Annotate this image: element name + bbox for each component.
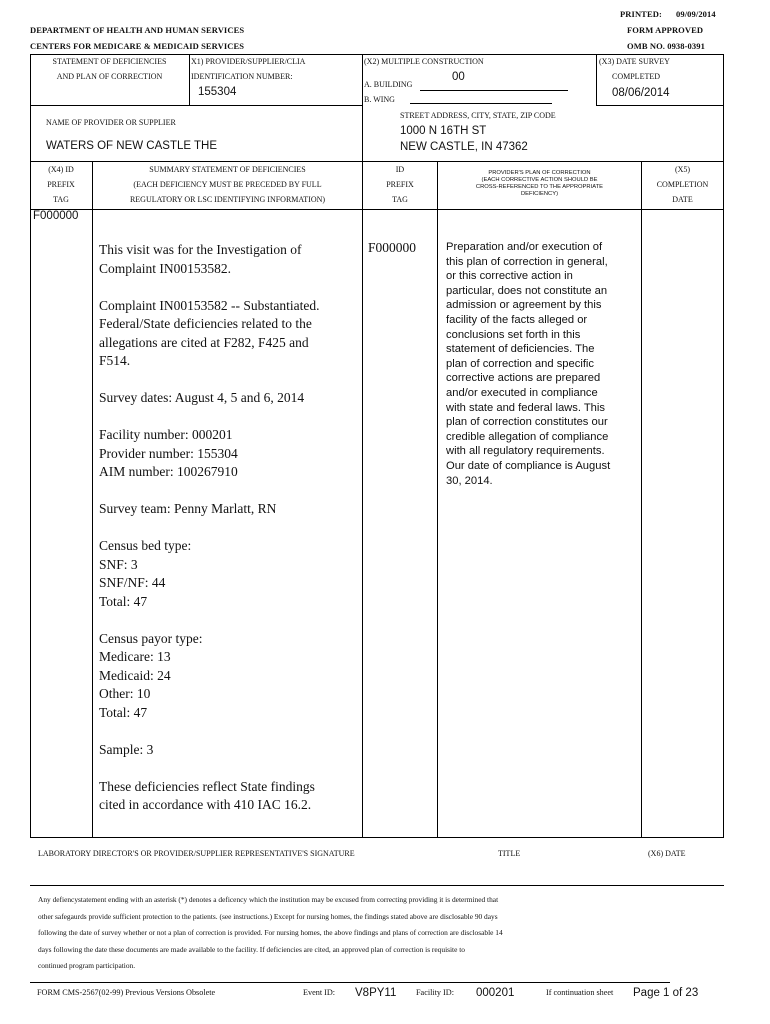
poc-line: with state and federal laws. This (446, 401, 605, 414)
poc-line: or this corrective action in (446, 270, 573, 283)
summary-paragraph (99, 241, 361, 278)
x2-label: (X2) MULTIPLE CONSTRUCTION (364, 57, 484, 66)
facility-id-label: Facility ID: (416, 988, 454, 997)
facility-id-value: 000201 (476, 987, 515, 999)
form-label: FORM CMS-2567(02-99) Previous Versions Obsolete (37, 988, 216, 997)
poc-header-2: (EACH CORRECTIVE ACTION SHOULD BE (481, 177, 598, 183)
omb-number: OMB NO. 0938-0391 (627, 41, 705, 51)
poc-header-3: CROSS-REFERENCED TO THE APPROPRIATE (475, 184, 604, 190)
summary-paragraph (99, 426, 361, 482)
summary-paragraph (99, 741, 361, 760)
plan-of-correction (446, 240, 640, 488)
poc-line: 30, 2014. (446, 474, 493, 487)
summary-line: SNF/NF: 44 (99, 575, 166, 590)
wing-label: B. WING (364, 95, 395, 104)
form-approved: FORM APPROVED (627, 25, 704, 35)
summary-line: SNF: 3 (99, 556, 138, 572)
summary-paragraph (99, 630, 361, 723)
event-id-value: V8PY11 (355, 987, 397, 999)
poc-line: this plan of correction in general, (446, 255, 608, 268)
summary-line: Complaint IN00153582 -- Substantiated. (99, 297, 320, 313)
id-header-2: PREFIX (386, 180, 414, 189)
summary-line: Provider number: 155304 (99, 445, 238, 461)
summary-paragraph (99, 537, 361, 611)
x1-label-1: X1) PROVIDER/SUPPLIER/CLIA (191, 57, 306, 66)
left-tag: F000000 (33, 210, 79, 222)
summary-line: allegations are cited at F282, F425 and (99, 334, 309, 350)
poc-line: and/or executed in compliance (446, 386, 598, 399)
survey-date-value: 08/06/2014 (612, 87, 670, 99)
poc-line: statement of deficiencies. The (446, 343, 595, 356)
poc-line: corrective actions are prepared (446, 372, 601, 385)
summary-paragraph (99, 389, 361, 408)
summary-line: Total: 47 (99, 704, 148, 720)
poc-header-4: DEFICIENCY) (520, 191, 559, 197)
statement-label-2: AND PLAN OF CORRECTION (56, 72, 163, 81)
summary-line: Survey team: Penny Marlatt, RN (99, 501, 277, 516)
disclosure-footnote (38, 892, 718, 975)
summary-line: Medicare: 13 (99, 649, 171, 664)
poc-header (438, 170, 641, 198)
page-number: Page 1 of 23 (633, 987, 699, 999)
address-line-2: NEW CASTLE, IN 47362 (400, 141, 528, 153)
printed-date: 09/09/2014 (676, 9, 716, 19)
building-value: 00 (452, 71, 465, 83)
summary-statement (99, 241, 361, 833)
provider-id-value: 155304 (198, 86, 237, 98)
id-header-1: ID (395, 165, 405, 174)
footnote-line: continued program participation. (38, 961, 136, 970)
summary-line: Census payor type: (99, 630, 203, 646)
poc-line: admission or agreement by this (446, 299, 602, 312)
poc-header-1: PROVIDER'S PLAN OF CORRECTION (488, 170, 591, 176)
provider-name-label: NAME OF PROVIDER OR SUPPLIER (46, 118, 176, 127)
summary-header-3: REGULATORY OR LSC IDENTIFYING INFORMATION) (129, 195, 326, 204)
signature-label: LABORATORY DIRECTOR'S OR PROVIDER/SUPPLIER REPRESENTATIVE'S SIGNATURE (38, 849, 355, 858)
summary-line: These deficiencies reflect State findings (99, 778, 315, 794)
poc-line: facility of the facts alleged or (446, 313, 588, 326)
event-id-label: Event ID: (303, 988, 336, 997)
poc-line: particular, does not constitute an (446, 284, 608, 297)
summary-header-1: SUMMARY STATEMENT OF DEFICIENCIES (149, 165, 306, 174)
footnote-line: following the date of survey whether or not a plan of correction is provided. For nursing homes, the above findings and plans of correction are disclosable 14 (38, 928, 503, 937)
poc-line: Preparation and/or execution of (446, 241, 603, 253)
poc-line: conclusions set forth in this (446, 328, 581, 341)
right-tag: F000000 (368, 240, 417, 255)
poc-line: Our date of compliance is August (446, 459, 611, 472)
building-label: A. BUILDING (364, 80, 413, 89)
summary-line: Total: 47 (99, 593, 148, 609)
summary-line: Medicaid: 24 (99, 667, 171, 683)
x5-header-2: COMPLETION (656, 180, 709, 189)
provider-name-value: WATERS OF NEW CASTLE THE (46, 140, 218, 152)
x3-label-2: COMPLETED (612, 72, 660, 81)
continuation-label: If continuation sheet (546, 988, 614, 997)
summary-header-2: (EACH DEFICIENCY MUST BE PRECEDED BY FULL (133, 180, 322, 189)
poc-line: with all regulatory requirements. (446, 445, 605, 458)
summary-line: Other: 10 (99, 686, 151, 701)
summary-line: cited in accordance with 410 IAC 16.2. (99, 797, 312, 812)
summary-line: F514. (99, 353, 131, 368)
address-label: STREET ADDRESS, CITY, STATE, ZIP CODE (400, 111, 556, 120)
summary-paragraph (99, 778, 361, 815)
statement-label-1: STATEMENT OF DEFICIENCIES (52, 57, 167, 66)
x3-label-1: (X3) DATE SURVEY (599, 57, 670, 66)
summary-line: Census bed type: (99, 538, 192, 553)
x4-header-1: (X4) ID (48, 165, 74, 174)
id-header-3: TAG (392, 195, 408, 204)
x4-header-3: TAG (53, 195, 69, 204)
summary-paragraph (99, 500, 361, 519)
x5-header-1: (X5) (674, 165, 691, 174)
summary-line: Federal/State deficiencies related to the (99, 316, 312, 331)
summary-line: AIM number: 100267910 (99, 464, 238, 479)
poc-line: plan of correction and specific (446, 357, 595, 370)
summary-line: Facility number: 000201 (99, 427, 233, 442)
summary-line: Sample: 3 (99, 741, 154, 757)
address-line-1: 1000 N 16TH ST (400, 125, 487, 137)
poc-line: credible allegation of compliance (446, 430, 609, 443)
x5-header-3: DATE (672, 195, 693, 204)
summary-line: Survey dates: August 4, 5 and 6, 2014 (99, 390, 305, 405)
x6-date-label: (X6) DATE (648, 849, 686, 858)
summary-line: This visit was for the Investigation of (99, 242, 302, 257)
summary-line: Complaint IN00153582. (99, 260, 231, 276)
agency-line-1: DEPARTMENT OF HEALTH AND HUMAN SERVICES (30, 25, 245, 35)
footnote-line: other safegaurds provide sufficient protection to the patients. (see instructions.) Except for nursing homes, the findings stated above are disclosable 90 days (38, 911, 498, 921)
x1-label-2: IDENTIFICATION NUMBER: (191, 72, 293, 81)
summary-paragraph (99, 297, 361, 371)
footnote-line: Any defiencystatement ending with an asterisk (*) denotes a deficency which the institution may be excused from correcting providing it is determined that (38, 895, 499, 904)
x4-header-2: PREFIX (47, 180, 75, 189)
poc-line: plan of correction constitutes our (446, 416, 608, 429)
agency-line-2: CENTERS FOR MEDICARE & MEDICAID SERVICES (30, 41, 245, 51)
title-label: TITLE (498, 849, 521, 858)
footnote-line: days following the date these documents are made available to the facility. If deficiencies are cited, an approved plan of correction is requisite to (38, 944, 465, 954)
printed-label: PRINTED: (620, 9, 662, 19)
